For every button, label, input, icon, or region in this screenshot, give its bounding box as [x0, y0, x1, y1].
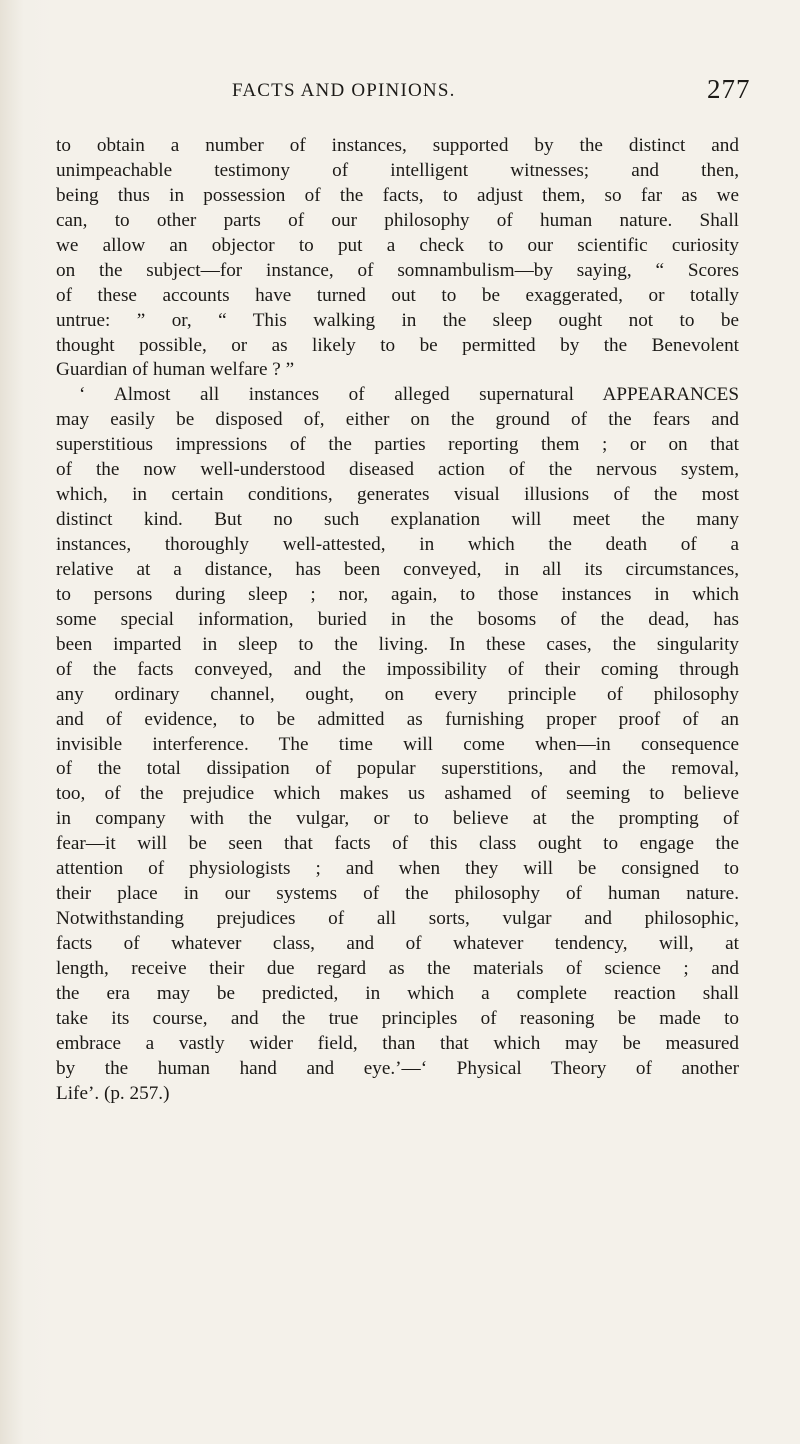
text-line: of the now well-understood diseased action of the nervous system,: [56, 459, 739, 481]
text-line: to obtain a number of instances, supported by the distinct and: [56, 135, 739, 156]
text-line: by the human hand and eye.’—‘ Physical Theory of another: [56, 1057, 739, 1079]
text-line: embrace a vastly wider field, than that which may be measured: [56, 1032, 739, 1054]
text-line: which, in certain conditions, generates visual illusions of the most: [56, 484, 739, 506]
text-line: Notwithstanding prejudices of all sorts, vulgar and philosophic,: [56, 908, 739, 930]
text-line: invisible interference. The time will come when—in consequence: [56, 733, 739, 755]
text-line: of these accounts have turned out to be exaggerated, or totally: [56, 284, 739, 306]
text-line: to persons during sleep ; nor, again, to those instances in which: [56, 583, 739, 605]
text-line: been imparted in sleep to the living. In these cases, the singularity: [56, 633, 739, 655]
text-line: being thus in possession of the facts, to adjust them, so far as we: [56, 184, 739, 206]
running-head: FACTS AND OPINIONS.: [232, 80, 456, 101]
body-text: [56, 134, 739, 1107]
text-line: thought possible, or as likely to be permitted by the Benevolent: [56, 334, 739, 356]
text-line: facts of whatever class, and of whatever tendency, will, at: [56, 933, 739, 954]
text-line: in company with the vulgar, or to believe at the prompting of: [56, 808, 739, 830]
text-line: instances, thoroughly well-attested, in which the death of a: [56, 534, 739, 555]
text-line: any ordinary channel, ought, on every principle of philosophy: [56, 683, 739, 705]
page-number: 277: [707, 74, 751, 104]
text-line: the era may be predicted, in which a complete reaction shall: [56, 982, 739, 1004]
text-line: distinct kind. But no such explanation will meet the many: [56, 509, 739, 531]
text-line: of the facts conveyed, and the impossibility of their coming through: [56, 658, 739, 680]
text-line: relative at a distance, has been conveyed, in all its circumstances,: [56, 558, 739, 580]
text-line: unimpeachable testimony of intelligent witnesses; and then,: [56, 159, 739, 181]
text-line: superstitious impressions of the parties reporting them ; or on that: [56, 434, 739, 456]
text-line: some special information, buried in the bosoms of the dead, has: [56, 608, 739, 630]
text-line: Life’. (p. 257.): [56, 1082, 170, 1104]
text-line: can, to other parts of our philosophy of human nature. Shall: [56, 209, 739, 231]
page-header: [0, 74, 800, 110]
text-line: Guardian of human welfare ? ”: [56, 359, 295, 381]
text-line: may easily be disposed of, either on the ground of the fears and: [56, 409, 739, 431]
text-line: attention of physiologists ; and when they will be consigned to: [56, 858, 739, 880]
text-line: their place in our systems of the philosophy of human nature.: [56, 883, 739, 905]
text-line: ‘ Almost all instances of alleged supernatural APPEARANCES: [79, 384, 739, 406]
text-line: and of evidence, to be admitted as furnishing proper proof of an: [56, 708, 739, 730]
text-line: untrue: ” or, “ This walking in the sleep ought not to be: [56, 309, 739, 331]
text-line: on the subject—for instance, of somnambulism—by saying, “ Scores: [56, 259, 739, 281]
text-line: too, of the prejudice which makes us ashamed of seeming to believe: [56, 783, 739, 805]
text-line: take its course, and the true principles of reasoning be made to: [56, 1007, 739, 1029]
text-line: length, receive their due regard as the materials of science ; and: [56, 957, 739, 979]
text-line: of the total dissipation of popular superstitions, and the removal,: [56, 758, 739, 780]
text-line: we allow an objector to put a check to our scientific curiosity: [56, 234, 739, 256]
text-line: fear—it will be seen that facts of this class ought to engage the: [56, 833, 739, 855]
